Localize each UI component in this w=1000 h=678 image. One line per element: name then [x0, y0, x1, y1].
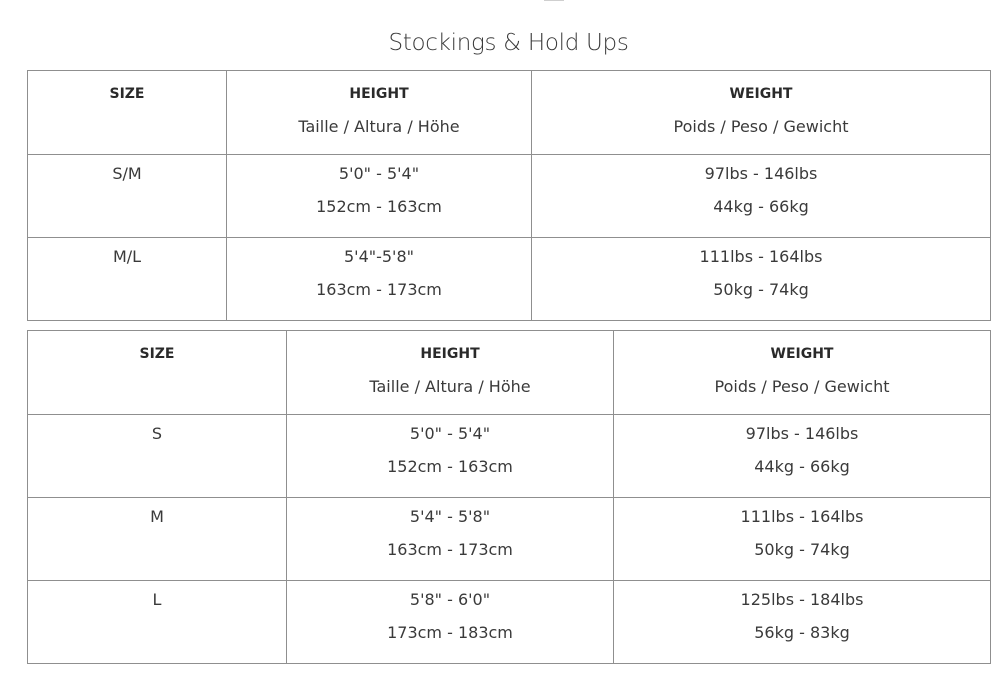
weight-cell — [614, 415, 991, 498]
header-weight-label: WEIGHT — [770, 346, 834, 362]
weight-metric: 44kg - 66kg — [713, 197, 809, 216]
page-title: Stockings & Hold Ups — [388, 30, 629, 56]
weight-cell — [532, 238, 991, 321]
table-row — [28, 498, 991, 581]
height-imperial: 5'4" - 5'8" — [409, 507, 491, 526]
height-cell — [287, 581, 614, 664]
top-divider-mark — [544, 0, 564, 1]
header-height-label: HEIGHT — [420, 346, 480, 362]
weight-metric: 44kg - 66kg — [754, 457, 850, 476]
header-weight-cell — [614, 331, 991, 415]
height-metric: 163cm - 173cm — [316, 280, 442, 299]
weight-imperial: 97lbs - 146lbs — [745, 424, 859, 443]
size-value: S — [151, 424, 163, 443]
table-header-row — [28, 331, 991, 415]
size-value: S/M — [112, 164, 142, 183]
table-row — [28, 155, 991, 238]
height-imperial: 5'4"-5'8" — [343, 247, 414, 266]
header-weight-translations: Poids / Peso / Gewicht — [673, 117, 849, 136]
height-metric: 152cm - 163cm — [316, 197, 442, 216]
size-cell — [28, 581, 287, 664]
table-row — [28, 415, 991, 498]
weight-cell — [614, 581, 991, 664]
height-imperial: 5'0" - 5'4" — [409, 424, 491, 443]
height-metric: 163cm - 173cm — [387, 540, 513, 559]
height-metric: 152cm - 163cm — [387, 457, 513, 476]
weight-imperial: 111lbs - 164lbs — [740, 507, 864, 526]
header-weight-label: WEIGHT — [729, 86, 793, 102]
weight-imperial: 97lbs - 146lbs — [704, 164, 818, 183]
size-cell — [28, 415, 287, 498]
size-value: M — [150, 507, 164, 526]
size-cell — [28, 155, 227, 238]
height-cell — [287, 498, 614, 581]
header-weight-translations: Poids / Peso / Gewicht — [714, 377, 890, 396]
size-chart-table-1 — [27, 70, 991, 321]
size-cell — [28, 238, 227, 321]
weight-metric: 56kg - 83kg — [754, 623, 850, 642]
weight-metric: 50kg - 74kg — [713, 280, 809, 299]
size-chart-table-2 — [27, 330, 991, 664]
weight-metric: 50kg - 74kg — [754, 540, 850, 559]
header-size-cell — [28, 71, 227, 155]
weight-imperial: 125lbs - 184lbs — [740, 590, 864, 609]
weight-cell — [614, 498, 991, 581]
height-imperial: 5'0" - 5'4" — [338, 164, 420, 183]
table-row — [28, 581, 991, 664]
size-value: L — [152, 590, 162, 609]
header-height-cell — [227, 71, 532, 155]
weight-cell — [532, 155, 991, 238]
header-size-label: SIZE — [109, 86, 145, 102]
table-row — [28, 238, 991, 321]
size-cell — [28, 498, 287, 581]
height-cell — [227, 238, 532, 321]
height-cell — [287, 415, 614, 498]
header-height-cell — [287, 331, 614, 415]
height-imperial: 5'8" - 6'0" — [409, 590, 491, 609]
header-size-label: SIZE — [139, 346, 175, 362]
header-size-cell — [28, 331, 287, 415]
weight-imperial: 111lbs - 164lbs — [699, 247, 823, 266]
header-height-label: HEIGHT — [349, 86, 409, 102]
header-height-translations: Taille / Altura / Höhe — [298, 117, 460, 136]
table-header-row — [28, 71, 991, 155]
size-value: M/L — [112, 247, 142, 266]
height-metric: 173cm - 183cm — [387, 623, 513, 642]
header-height-translations: Taille / Altura / Höhe — [369, 377, 531, 396]
header-weight-cell — [532, 71, 991, 155]
height-cell — [227, 155, 532, 238]
